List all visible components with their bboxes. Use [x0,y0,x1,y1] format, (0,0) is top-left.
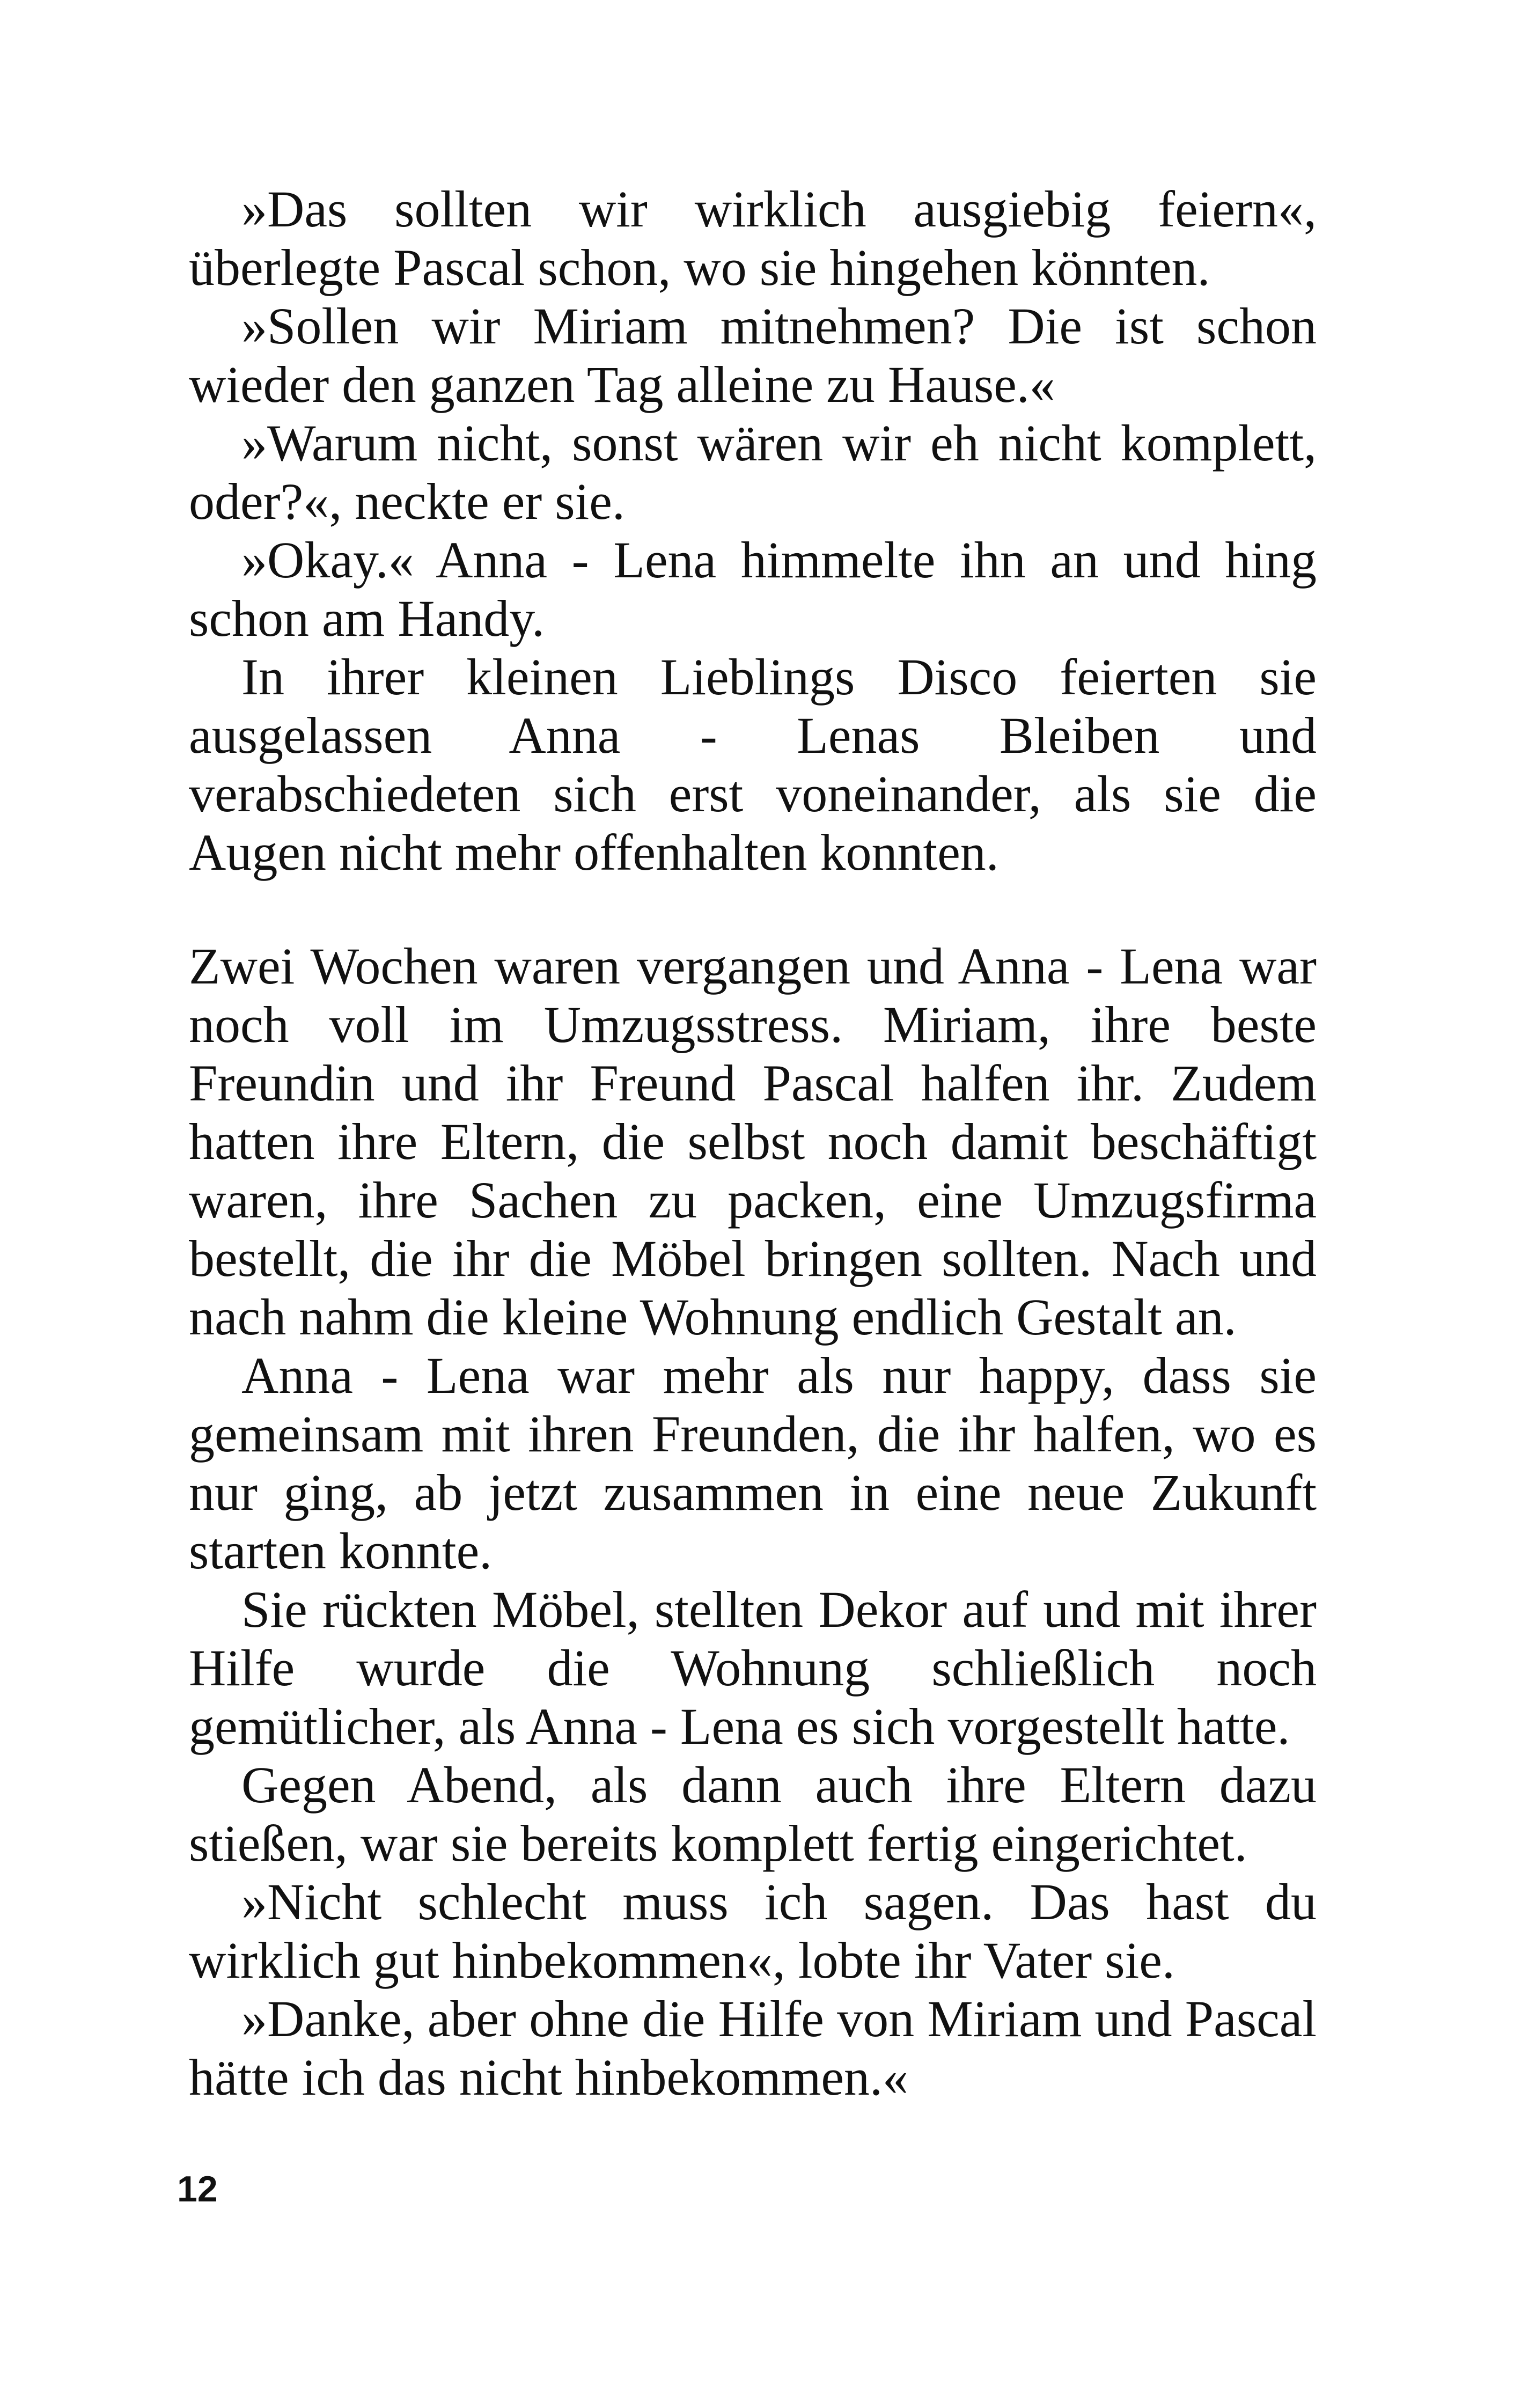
paragraph: In ihrer kleinen Lieblings Disco feierten sie ausgelassen Anna - Lenas Bleiben und verabschiedeten sich erst voneinander, als sie die Augen nicht mehr offenhalten konnten. [189,648,1317,881]
paragraph: »Okay.« Anna - Lena himmelte ihn an und hing schon am Handy. [189,531,1317,647]
paragraph: Anna - Lena war mehr als nur happy, dass sie gemeinsam mit ihren Freunden, die ihr halfen, wo es nur ging, ab jetzt zusammen in eine neue Zukunft starten konnte. [189,1347,1317,1580]
paragraph: »Nicht schlecht muss ich sagen. Das hast du wirklich gut hinbekommen«, lobte ihr Vater sie. [189,1873,1317,1989]
paragraph: »Danke, aber ohne die Hilfe von Miriam und Pascal hätte ich das nicht hinbekommen.« [189,1990,1317,2106]
paragraph: Gegen Abend, als dann auch ihre Eltern dazu stießen, war sie bereits komplett fertig eingerichtet. [189,1756,1317,1872]
paragraph: »Sollen wir Miriam mitnehmen? Die ist schon wieder den ganzen Tag alleine zu Hause.« [189,297,1317,413]
paragraph: Sie rückten Möbel, stellten Dekor auf und mit ihrer Hilfe wurde die Wohnung schließlich noch gemütlicher, als Anna - Lena es sich vorgestellt hatte. [189,1581,1317,1755]
paragraph: »Das sollten wir wirklich ausgiebig feiern«, überlegte Pascal schon, wo sie hingehen könnten. [189,180,1317,296]
text-section-1 [189,180,1317,882]
page-number: 12 [177,2169,218,2209]
text-section-2 [189,937,1317,2106]
paragraph: »Warum nicht, sonst wären wir eh nicht komplett, oder?«, neckte er sie. [189,414,1317,530]
paragraph: Zwei Wochen waren vergangen und Anna - Lena war noch voll im Umzugsstress. Miriam, ihre beste Freundin und ihr Freund Pascal halfen ihr. Zudem hatten ihre Eltern, die selbst noch damit beschäftigt waren, ihre Sachen zu packen, eine Umzugsfirma bestellt, die ihr die Möbel bringen sollten. Nach und nach nahm die kleine Wohnung endlich Gestalt an. [189,937,1317,1346]
